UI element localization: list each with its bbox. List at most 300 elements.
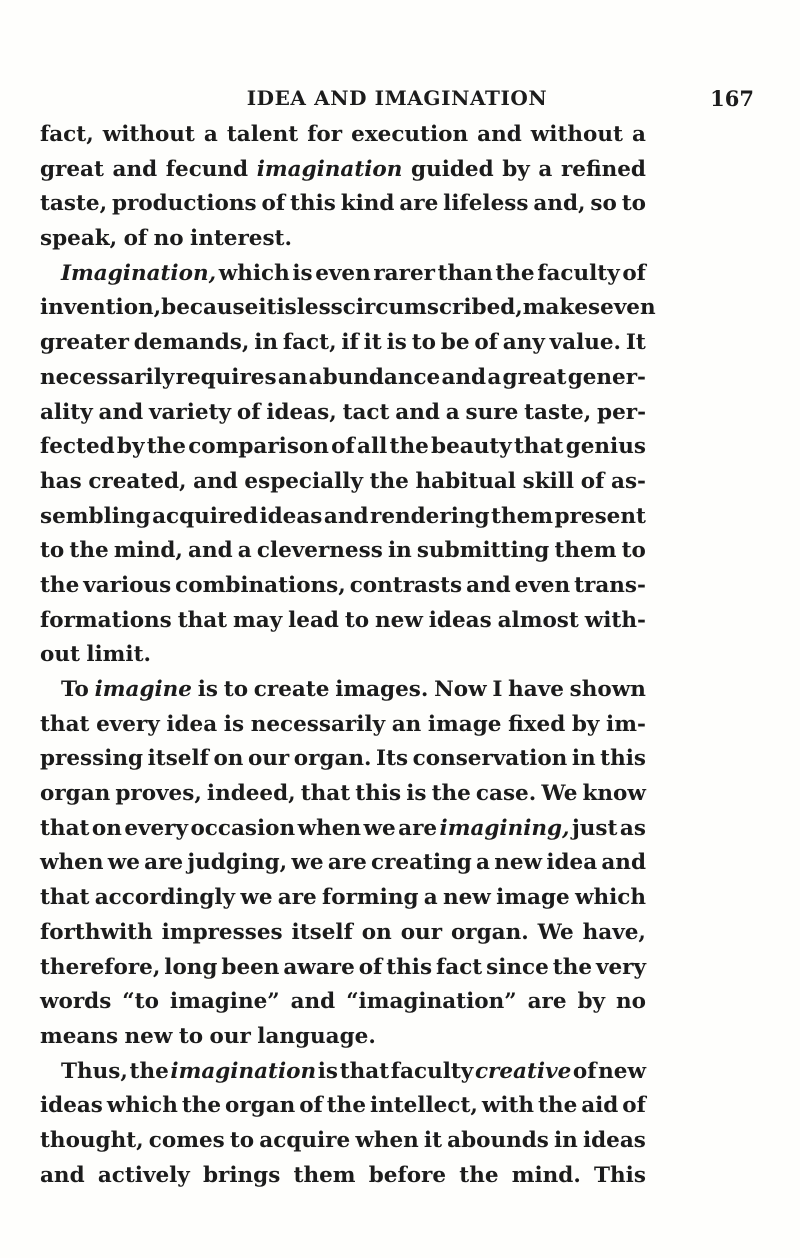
word: with <box>481 1093 535 1119</box>
text-line <box>40 569 646 604</box>
word: of <box>331 434 355 460</box>
word: a <box>237 538 252 564</box>
word: this <box>600 746 646 772</box>
word: this <box>355 781 402 807</box>
word: has <box>40 468 82 494</box>
word: We <box>537 919 574 945</box>
word: that <box>177 607 228 633</box>
word: created, <box>88 468 187 494</box>
word: beauty <box>431 434 512 460</box>
word: fact, <box>282 330 337 356</box>
word: of <box>580 468 605 494</box>
word: that <box>300 781 351 807</box>
word: invention, <box>40 295 162 321</box>
word: organ. <box>293 746 372 772</box>
word: than <box>437 260 493 286</box>
word: conservation <box>412 746 568 772</box>
word: interest. <box>190 226 292 252</box>
word: before <box>368 1162 447 1188</box>
word: is <box>197 677 219 702</box>
word: all <box>357 434 388 460</box>
text-line <box>40 257 646 292</box>
word: variety <box>149 399 232 425</box>
word: is <box>386 330 407 356</box>
word: the <box>146 434 186 460</box>
word: is <box>276 295 297 321</box>
word: various <box>83 572 172 598</box>
word: no <box>615 989 646 1015</box>
body-text <box>40 118 656 1193</box>
word: aid <box>581 1093 619 1119</box>
word: on <box>91 815 122 841</box>
word: means <box>40 1023 119 1049</box>
word: in <box>554 1127 578 1153</box>
word: imagination <box>170 1058 317 1084</box>
word: in <box>254 330 279 356</box>
word: a <box>445 399 460 425</box>
word: a <box>203 122 218 147</box>
word: indeed, <box>206 781 296 807</box>
word: Imagination, <box>61 260 217 286</box>
word: combinations, <box>175 572 346 598</box>
text-line <box>40 118 646 153</box>
word: To <box>61 677 89 702</box>
word: fact, <box>40 122 94 147</box>
word: comparison <box>188 434 329 460</box>
word: and <box>441 364 487 390</box>
word: intellect, <box>369 1093 478 1119</box>
word: if <box>341 330 359 356</box>
word: every <box>124 815 188 841</box>
word: image <box>427 711 502 737</box>
word: to <box>178 1023 204 1049</box>
text-line <box>40 361 646 396</box>
word: we <box>291 850 324 876</box>
word: the <box>459 1162 499 1188</box>
word: contrasts <box>349 572 463 598</box>
word: language. <box>257 1023 376 1049</box>
word: fact <box>436 954 483 980</box>
word: have <box>508 677 564 702</box>
word: which <box>106 1093 178 1119</box>
text-line <box>40 1124 646 1159</box>
word: imagine” <box>169 989 280 1015</box>
word: per- <box>597 399 646 425</box>
word: actively <box>97 1162 190 1188</box>
word: thought, <box>40 1127 144 1153</box>
word: Now <box>434 677 487 702</box>
word: so <box>590 191 617 217</box>
word: the <box>431 781 471 807</box>
word: acquire <box>259 1127 351 1153</box>
word: to <box>411 330 436 356</box>
word: the <box>495 260 535 286</box>
word: refined <box>560 156 646 182</box>
word: sembling <box>40 503 151 529</box>
word: forming <box>322 885 419 911</box>
text-line <box>40 1089 646 1124</box>
word: “to <box>122 989 159 1015</box>
word: execution <box>351 122 469 147</box>
word: our <box>247 746 290 772</box>
word: new <box>598 1058 646 1084</box>
word: organ <box>40 781 111 807</box>
word: creating <box>371 850 472 876</box>
word: gener- <box>567 364 646 390</box>
word: fixed <box>508 711 566 737</box>
text-line <box>40 604 646 639</box>
word: may <box>233 607 283 633</box>
word: of <box>299 1093 323 1119</box>
text-line <box>40 465 646 500</box>
word: in <box>387 538 412 564</box>
word: words <box>40 989 112 1015</box>
word: an <box>277 364 308 390</box>
word: accordingly <box>94 885 236 911</box>
word: our <box>400 919 443 945</box>
word: brings <box>203 1162 281 1188</box>
word: rarer <box>373 260 435 286</box>
word: new <box>494 850 543 876</box>
word: and <box>193 468 238 494</box>
text-line <box>40 326 646 361</box>
word: we <box>363 815 396 841</box>
word: fecund <box>165 156 249 182</box>
word: even <box>315 260 371 286</box>
word: Its <box>376 746 409 772</box>
word: present <box>554 503 646 529</box>
word: and <box>98 399 144 425</box>
word: mind, <box>113 538 183 564</box>
word: even <box>600 295 656 321</box>
word: image <box>496 885 570 911</box>
text-line <box>40 708 646 743</box>
word: new <box>375 607 423 633</box>
text-line <box>40 153 646 188</box>
word: requires <box>175 364 277 390</box>
text-line <box>40 187 646 222</box>
word: almost <box>497 607 579 633</box>
word: We <box>541 781 578 807</box>
word: skill <box>522 468 575 494</box>
word: which <box>574 885 646 911</box>
word: by <box>577 989 606 1015</box>
word: it <box>258 295 277 321</box>
word: is <box>406 781 427 807</box>
text-line <box>40 396 646 431</box>
word: a <box>631 122 646 147</box>
word: judging, <box>187 850 288 876</box>
word: have, <box>582 919 646 945</box>
word: it <box>423 1127 443 1153</box>
word: by <box>571 711 600 737</box>
word: when <box>355 1127 419 1153</box>
word: new <box>443 885 491 911</box>
running-head <box>40 86 754 118</box>
word: It <box>625 330 646 356</box>
text-line <box>40 881 646 916</box>
word: trans- <box>574 572 646 598</box>
word: habitual <box>415 468 516 494</box>
word: greater <box>40 330 129 356</box>
word: we <box>107 850 140 876</box>
word: demands, <box>133 330 250 356</box>
word: genius <box>565 434 646 460</box>
word: this <box>289 191 336 217</box>
word: them <box>554 538 617 564</box>
word: comes <box>148 1127 225 1153</box>
word: to <box>344 607 370 633</box>
text-line <box>40 846 646 881</box>
word: and <box>477 122 522 147</box>
page-number: 167 <box>710 86 754 111</box>
word: and <box>601 850 646 876</box>
word: them <box>491 503 554 529</box>
word: sure <box>465 399 519 425</box>
word: when <box>40 850 104 876</box>
word: the <box>69 538 109 564</box>
word: is <box>292 260 313 286</box>
word: guided <box>411 156 494 182</box>
word: the <box>389 434 429 460</box>
word: and <box>112 156 158 182</box>
word: to <box>229 1127 255 1153</box>
word: taste, <box>40 191 108 217</box>
text-line <box>40 916 646 951</box>
word: ideas <box>582 1127 646 1153</box>
word: and <box>188 538 233 564</box>
word: ality <box>40 399 93 425</box>
word: are <box>277 885 317 911</box>
word: of <box>622 260 646 286</box>
word: lifeless <box>443 191 529 217</box>
word: very <box>595 954 646 980</box>
word: of <box>261 191 286 217</box>
word: faculty <box>537 260 620 286</box>
word: the <box>538 1093 578 1119</box>
word: to <box>40 538 65 564</box>
word: long <box>164 954 218 980</box>
word: idea <box>166 711 218 737</box>
word: are <box>527 989 567 1015</box>
word: any <box>502 330 545 356</box>
word: by <box>502 156 530 182</box>
word: of <box>123 226 148 252</box>
word: the <box>40 572 80 598</box>
word: without <box>102 122 195 147</box>
word: imagining, <box>439 815 570 841</box>
word: when <box>297 815 362 841</box>
word: to <box>621 191 646 217</box>
word: formations <box>40 607 172 633</box>
text-line <box>40 638 646 673</box>
word: ideas <box>428 607 492 633</box>
text-line <box>40 985 646 1020</box>
word: cleverness <box>256 538 383 564</box>
word: “imagination” <box>346 989 517 1015</box>
word: that <box>40 711 90 737</box>
word: talent <box>226 122 299 147</box>
word: a <box>538 156 553 182</box>
word: proves, <box>115 781 202 807</box>
word: without <box>530 122 623 147</box>
word: for <box>307 122 343 147</box>
word: images. <box>335 677 429 702</box>
word: shown <box>569 677 646 702</box>
text-line <box>40 430 646 465</box>
text-line <box>40 742 646 777</box>
word: mind. <box>511 1162 581 1188</box>
word: imagination <box>256 156 403 182</box>
word: which <box>218 260 290 286</box>
text-line <box>40 534 646 569</box>
text-line <box>40 673 646 708</box>
word: been <box>221 954 280 980</box>
text-line <box>40 812 646 847</box>
word: that <box>339 1058 390 1084</box>
word: just <box>572 815 618 841</box>
word: speak, <box>40 226 118 252</box>
word: forthwith <box>40 919 153 945</box>
text-line <box>40 1055 646 1090</box>
word: and <box>40 1162 85 1188</box>
word: every <box>96 711 160 737</box>
word: value. <box>549 330 622 356</box>
word: organ. <box>450 919 529 945</box>
word: necessarily <box>40 364 175 390</box>
word: out <box>40 642 80 668</box>
word: pressing <box>40 746 144 772</box>
word: necessarily <box>250 711 386 737</box>
word: be <box>440 330 470 356</box>
word: of <box>358 954 383 980</box>
word: to <box>621 538 646 564</box>
word: them <box>293 1162 356 1188</box>
word: no <box>153 226 184 252</box>
word: fected <box>40 434 115 460</box>
word: idea <box>546 850 598 876</box>
word: lead <box>288 607 339 633</box>
word: as- <box>611 468 646 494</box>
word: therefore, <box>40 954 161 980</box>
word: that <box>40 815 90 841</box>
word: the <box>326 1093 366 1119</box>
word: case. <box>475 781 537 807</box>
text-line <box>40 1159 646 1194</box>
word: our <box>209 1023 251 1049</box>
word: are <box>144 850 184 876</box>
word: on <box>361 919 392 945</box>
word: ideas <box>259 503 323 529</box>
word: and <box>290 989 336 1015</box>
word: itself <box>291 919 353 945</box>
word: limit. <box>86 642 152 668</box>
word: of <box>474 330 498 356</box>
text-line <box>40 777 646 812</box>
word: know <box>582 781 646 807</box>
word: taste, <box>524 399 592 425</box>
word: of <box>622 1093 646 1119</box>
word: organ <box>225 1093 296 1119</box>
word: the <box>369 468 409 494</box>
word: of <box>572 1058 597 1084</box>
word: and <box>395 399 440 425</box>
word: itself <box>147 746 209 772</box>
word: it <box>363 330 382 356</box>
word: great <box>502 364 567 390</box>
text-line <box>40 500 646 535</box>
word: ideas <box>40 1093 103 1119</box>
word: especially <box>244 468 363 494</box>
word: the <box>181 1093 222 1119</box>
word: of <box>236 399 261 425</box>
running-title: IDEA AND IMAGINATION <box>246 86 548 110</box>
text-line <box>40 951 646 986</box>
word: we <box>240 885 273 911</box>
word: acquired <box>152 503 258 529</box>
word: are <box>327 850 367 876</box>
word: to <box>223 677 249 702</box>
word: the <box>552 954 593 980</box>
word: and <box>466 572 511 598</box>
word: by <box>116 434 145 460</box>
word: productions <box>111 191 257 217</box>
word: are <box>398 815 438 841</box>
word: create <box>253 677 330 702</box>
word: a <box>423 885 438 911</box>
word: new <box>124 1023 173 1049</box>
text-line <box>40 291 656 326</box>
word: less <box>296 295 343 321</box>
word: is <box>317 1058 339 1084</box>
word: since <box>486 954 549 980</box>
word: a <box>476 850 490 876</box>
word: an <box>391 711 422 737</box>
word: on <box>213 746 244 772</box>
word: creative <box>474 1058 572 1084</box>
word: circumscribed, <box>342 295 523 321</box>
word: and <box>323 503 369 529</box>
word: rendering <box>370 503 490 529</box>
word: with- <box>584 607 646 633</box>
word: abounds <box>447 1127 549 1153</box>
word: is <box>223 711 245 737</box>
word: aware <box>283 954 355 980</box>
word: ideas, <box>266 399 337 425</box>
word: makes <box>522 295 601 321</box>
word: This <box>594 1162 646 1188</box>
word: in <box>571 746 596 772</box>
word: as <box>619 815 646 841</box>
word: impresses <box>161 919 283 945</box>
word: submitting <box>416 538 550 564</box>
word: that <box>40 885 90 911</box>
word: faculty <box>390 1058 474 1084</box>
word: kind <box>340 191 395 217</box>
word: occasion <box>190 815 296 841</box>
word: abundance <box>308 364 441 390</box>
word: that <box>514 434 564 460</box>
word: Thus, <box>61 1058 128 1084</box>
word: are <box>399 191 439 217</box>
word: even <box>514 572 571 598</box>
text-line <box>40 222 646 257</box>
word: this <box>386 954 433 980</box>
word: because <box>161 295 259 321</box>
word: and, <box>533 191 586 217</box>
text-line <box>40 1020 646 1055</box>
word: great <box>40 156 104 182</box>
